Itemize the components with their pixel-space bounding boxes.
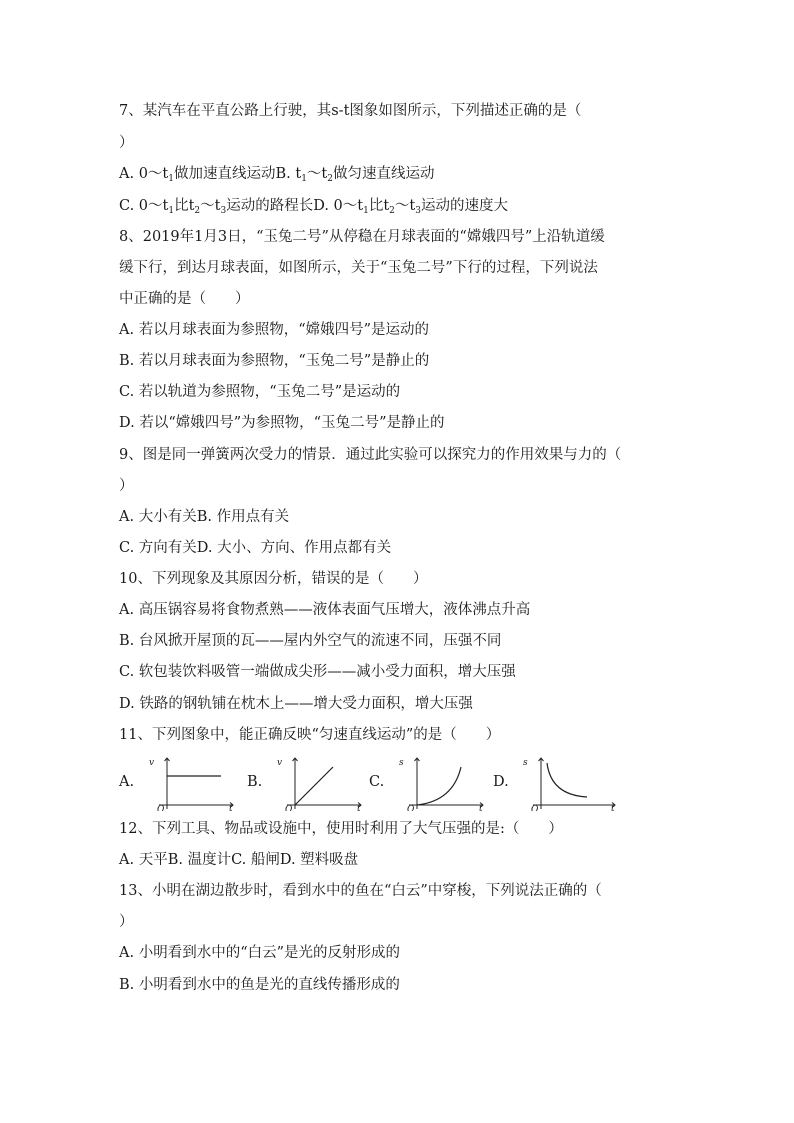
q13-stem: 13、小明在湖边散步时，看到水中的鱼在“白云”中穿梭，下列说法正确的（ — [119, 883, 602, 899]
q11-option-b-label: B. — [247, 774, 263, 790]
q11-d-y-label: s — [523, 758, 528, 768]
q11-a-origin: O — [157, 805, 165, 811]
q9-options-ab: A. 大小有关B. 作用点有关 — [119, 509, 290, 525]
q12-stem: 12、下列工具、物品或设施中，使用时利用了大气压强的是:（ ） — [119, 821, 563, 837]
q11-c-y-label: s — [399, 758, 404, 768]
q11-c-origin: O — [407, 805, 415, 811]
q11-b-x-label: t — [357, 804, 361, 811]
q11-option-d-label: D. — [493, 774, 509, 790]
q11-d-curve — [547, 763, 587, 797]
q11-d-origin: O — [531, 805, 539, 811]
q11-option-a-graph — [145, 755, 237, 815]
q8-option-a: A. 若以月球表面为参照物，“嫦娥四号”是运动的 — [119, 322, 430, 338]
q11-option-a-label: A. — [119, 774, 135, 790]
q11-stem: 11、下列图象中，能正确反映“匀速直线运动”的是（ ） — [119, 727, 501, 743]
q11-d-x-label: t — [611, 804, 615, 811]
q13-stem-tail: ） — [119, 914, 134, 930]
q8-stem-line1: 8、2019年1月3日，“玉兔二号”从停稳在月球表面的“嫦娥四号”上沿轨道缓 — [119, 229, 605, 245]
q11-b-curve — [295, 767, 333, 805]
q11-graph-options — [119, 755, 639, 811]
q13-option-b: B. 小明看到水中的鱼是光的直线传播形成的 — [119, 977, 400, 993]
q11-option-b-graph — [273, 755, 365, 815]
q8-option-d: D. 若以“嫦娥四号”为参照物，“玉兔二号”是静止的 — [119, 415, 445, 431]
q12-options: A. 天平B. 温度计C. 船闸D. 塑料吸盘 — [119, 852, 359, 868]
q10-option-d: D. 铁路的钢轨铺在枕木上——增大受力面积，增大压强 — [119, 696, 473, 712]
q8-option-b: B. 若以月球表面为参照物，“玉兔二号”是静止的 — [119, 353, 430, 369]
q11-option-c-label: C. — [369, 774, 385, 790]
q13-option-a: A. 小明看到水中的“白云”是光的反射形成的 — [119, 945, 401, 961]
q11-option-d-graph — [519, 755, 619, 815]
q11-c-x-label: t — [479, 804, 483, 811]
q10-option-b: B. 台风掀开屋顶的瓦——屋内外空气的流速不同，压强不同 — [119, 633, 502, 649]
q10-option-a: A. 高压锅容易将食物煮熟——液体表面气压增大，液体沸点升高 — [119, 602, 531, 618]
q7-stem-tail: ） — [119, 135, 134, 151]
q7-stem: 7、某汽车在平直公路上行驶，其s-t图象如图所示，下列描述正确的是（ — [119, 103, 582, 119]
q11-c-curve — [417, 767, 461, 805]
q11-b-origin: O — [285, 805, 293, 811]
q9-options-cd: C. 方向有关D. 大小、方向、作用点都有关 — [119, 540, 392, 556]
q11-option-c-graph — [395, 755, 487, 815]
q8-stem-line2: 缓下行，到达月球表面，如图所示，关于“玉兔二号”下行的过程，下列说法 — [119, 260, 598, 276]
q8-option-c: C. 若以轨道为参照物，“玉兔二号”是运动的 — [119, 384, 401, 400]
q10-option-c: C. 软包装饮料吸管一端做成尖形——减小受力面积，增大压强 — [119, 664, 516, 680]
q10-stem: 10、下列现象及其原因分析，错误的是（ ） — [119, 571, 428, 587]
q8-stem-line3: 中正确的是（ ） — [119, 291, 250, 307]
q9-stem-tail: ） — [119, 478, 134, 494]
q11-b-y-label: v — [277, 758, 283, 768]
q11-a-x-label: t — [229, 804, 233, 811]
q7-options-cd: C. $0\sim t_1$比$t_2\sim t_3$运动的路程长D. $0\sim t_1$比$t_2\sim t_3$运动的速度大 — [119, 198, 508, 216]
q9-stem: 9、图是同一弹簧两次受力的情景．通过此实验可以探究力的作用效果与力的（ — [119, 447, 622, 463]
q11-a-y-label: v — [149, 758, 155, 768]
q7-options-ab: A. $0\sim t_1$做加速直线运动B. $t_1\sim t_2$做匀速直线运动 — [119, 166, 435, 184]
